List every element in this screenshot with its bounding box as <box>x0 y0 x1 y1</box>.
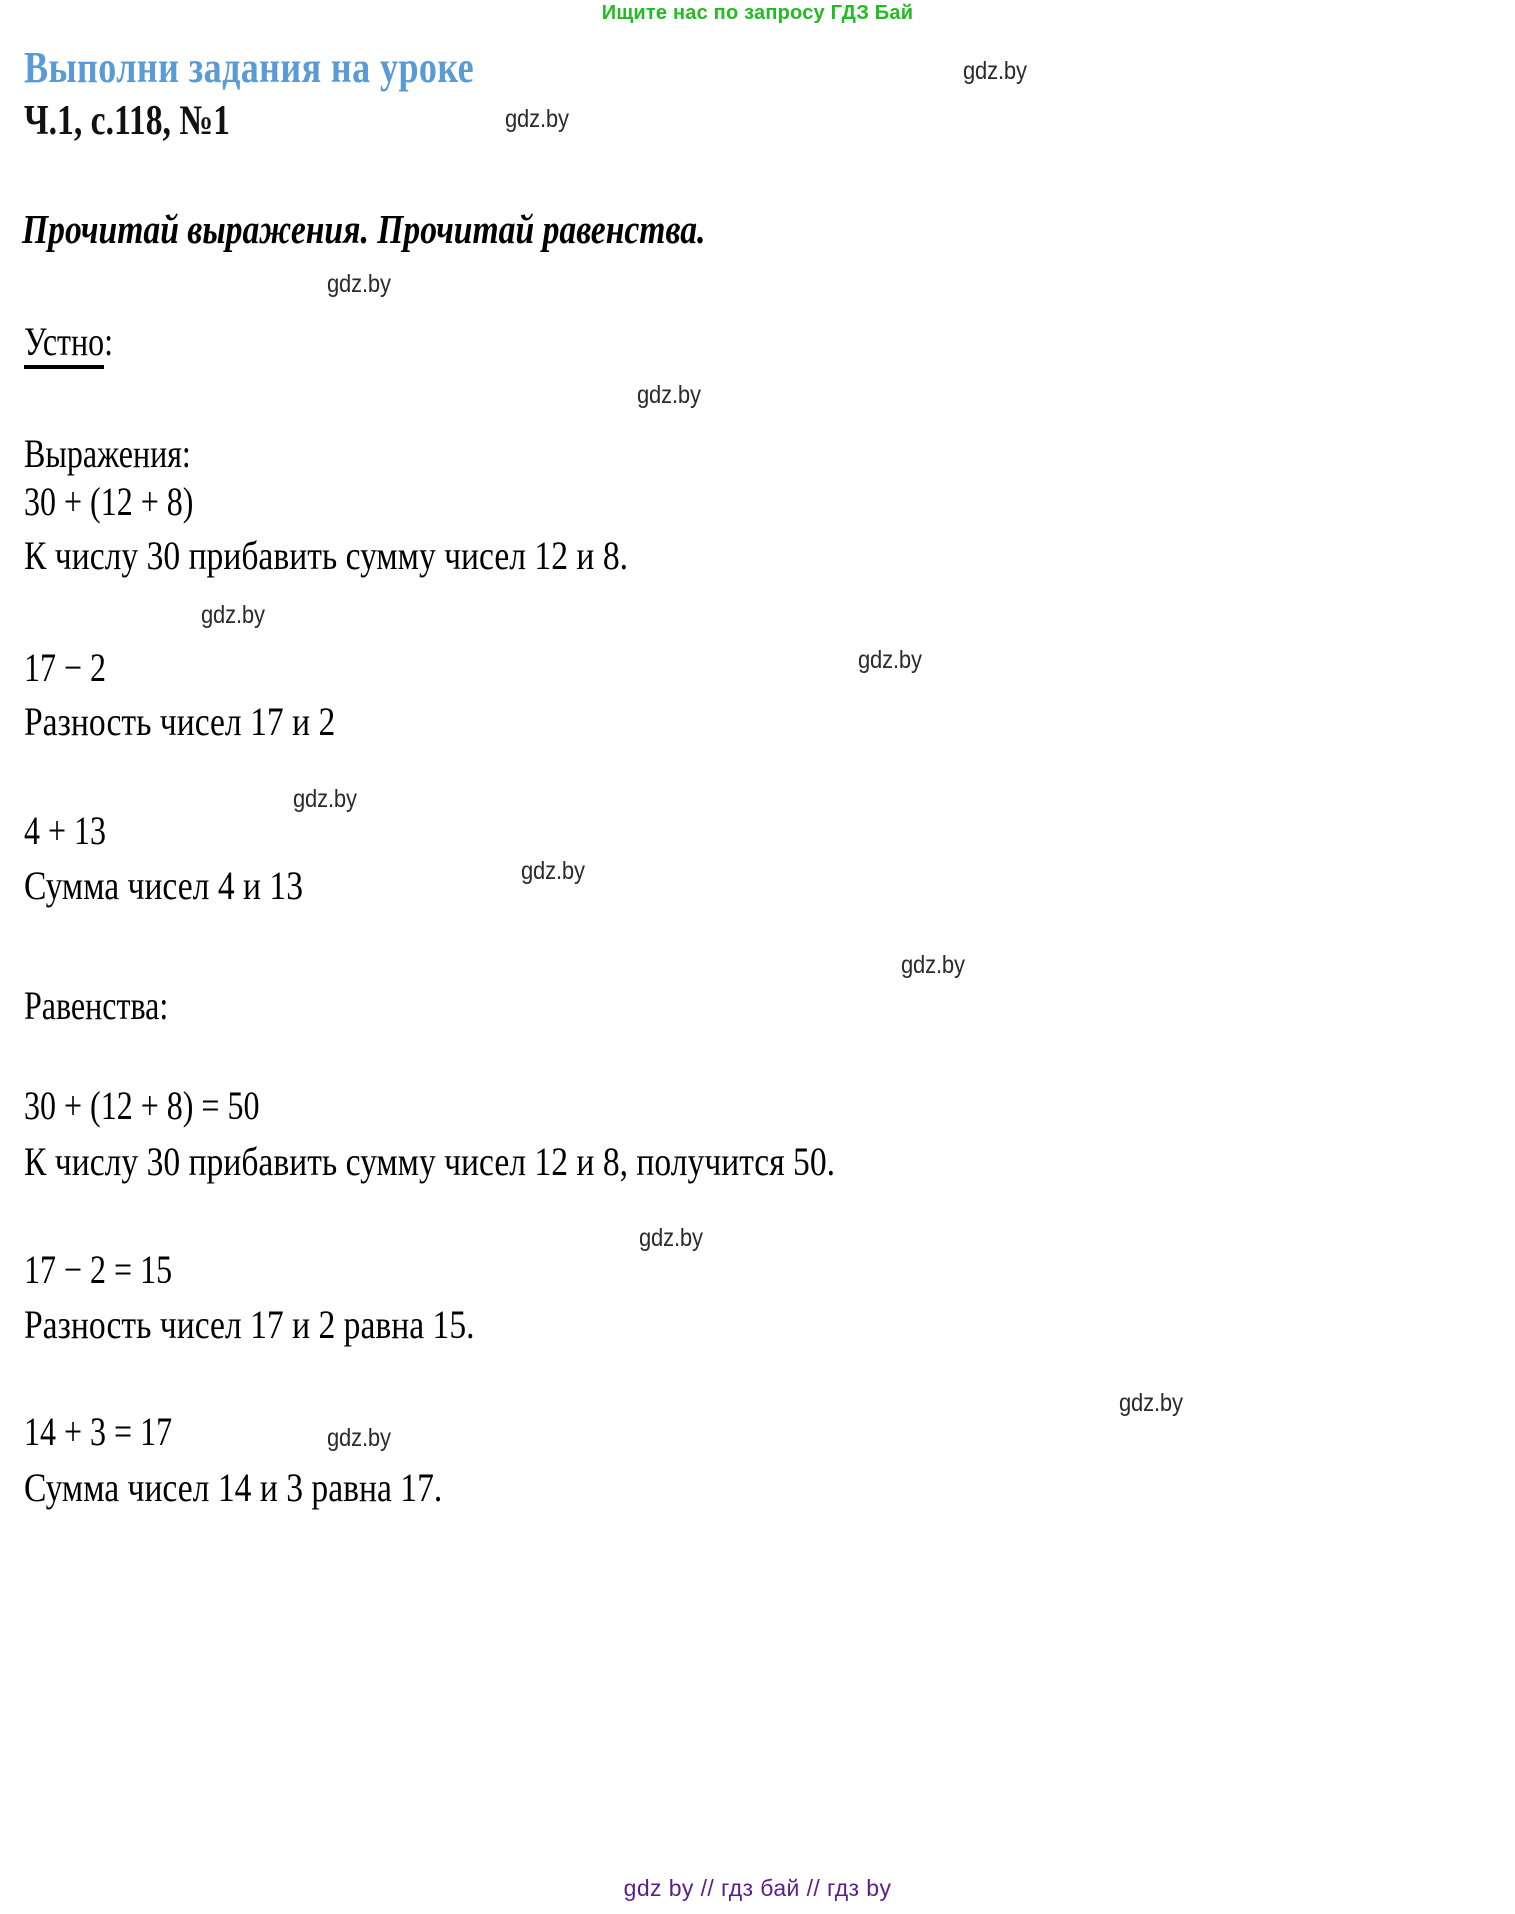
page-title: Выполни задания на уроке <box>24 43 475 92</box>
expression-1-reading: К числу 30 прибавить сумму чисел 12 и 8. <box>24 533 629 578</box>
solution-mode-label <box>24 318 113 365</box>
task-statement: Прочитай выражения. Прочитай равенства. <box>22 206 706 252</box>
promo-banner-text: Ищите нас по запросу ГДЗ Бай <box>601 1 914 24</box>
promo-banner <box>0 0 1515 26</box>
footer-strip <box>0 1875 1515 1902</box>
watermark: gdz.by <box>639 1224 703 1252</box>
expression-3-reading: Сумма чисел 4 и 13 <box>24 863 304 908</box>
expression-1: 30 + (12 + 8) <box>24 479 194 524</box>
equality-2: 17 − 2 = 15 <box>24 1247 173 1292</box>
expression-2: 17 − 2 <box>24 645 107 690</box>
equality-2-reading: Разность чисел 17 и 2 равна 15. <box>24 1302 475 1347</box>
watermark: gdz.by <box>327 1424 391 1452</box>
equality-3: 14 + 3 = 17 <box>24 1409 173 1454</box>
equality-1-reading: К числу 30 прибавить сумму чисел 12 и 8, получится 50. <box>24 1139 836 1184</box>
expression-2-reading: Разность чисел 17 и 2 <box>24 699 336 744</box>
solution-mode-label-text: Устно <box>24 319 104 369</box>
watermark: gdz.by <box>505 105 569 133</box>
watermark: gdz.by <box>637 381 701 409</box>
equality-3-reading: Сумма чисел 14 и 3 равна 17. <box>24 1465 443 1510</box>
page-reference: Ч.1, с.118, №1 <box>24 98 230 144</box>
watermark: gdz.by <box>201 601 265 629</box>
watermark: gdz.by <box>327 270 391 298</box>
equality-1: 30 + (12 + 8) = 50 <box>24 1083 260 1128</box>
watermark: gdz.by <box>963 57 1027 85</box>
footer-text: gdz by // гдз бай // гдз by <box>623 1875 892 1901</box>
watermark: gdz.by <box>901 951 965 979</box>
watermark: gdz.by <box>1119 1389 1183 1417</box>
watermark: gdz.by <box>293 785 357 813</box>
watermark: gdz.by <box>858 646 922 674</box>
watermark: gdz.by <box>521 857 585 885</box>
expression-3: 4 + 13 <box>24 808 107 853</box>
section-heading-equalities: Равенства: <box>24 983 169 1028</box>
solution-mode-label-colon: : <box>104 319 114 364</box>
section-heading-expressions: Выражения: <box>24 431 191 476</box>
